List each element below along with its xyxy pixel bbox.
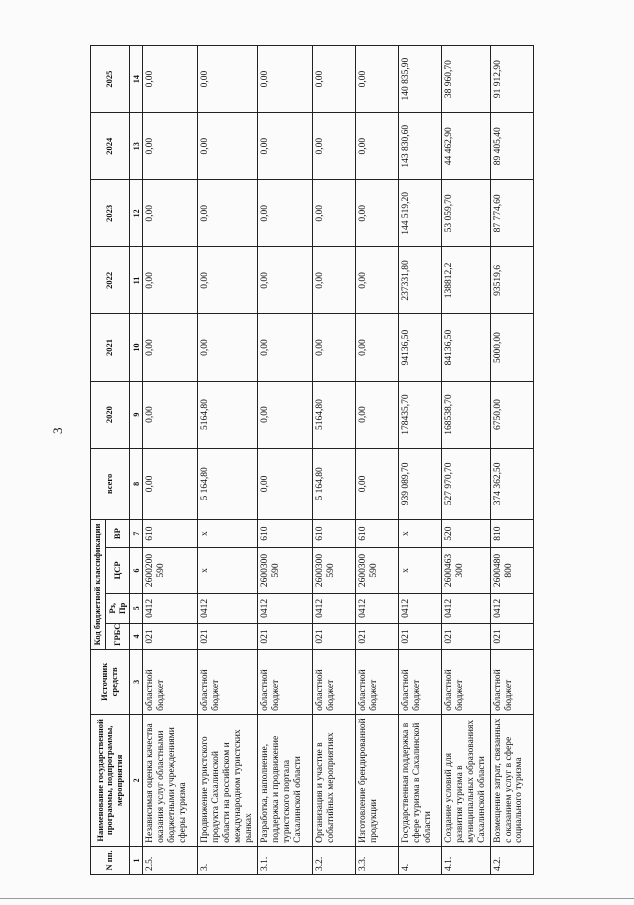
row-2020: 168538,70 xyxy=(441,381,490,448)
row-2022: 0,00 xyxy=(257,247,312,314)
row-total: 527 970,70 xyxy=(441,448,490,519)
row-2021: 0,00 xyxy=(355,314,398,381)
row-2024: 0,00 xyxy=(143,113,198,180)
rotated-table-wrapper xyxy=(90,45,526,875)
row-grbs: 021 xyxy=(312,623,355,649)
row-rz-pr: 0412 xyxy=(257,593,312,623)
row-total: 0,00 xyxy=(355,448,398,519)
row-2023: 53 059,70 xyxy=(441,180,490,247)
row-num: 3. xyxy=(198,846,258,874)
row-num: 4.2. xyxy=(490,846,533,874)
col-number: 2 xyxy=(130,714,143,846)
col-number: 1 xyxy=(130,846,143,874)
row-grbs: 021 xyxy=(355,623,398,649)
row-source: областной бюджет xyxy=(257,649,312,714)
header-total: всего xyxy=(91,448,130,519)
col-number: 14 xyxy=(130,46,143,113)
row-source: областной бюджет xyxy=(490,649,533,714)
row-grbs: 021 xyxy=(257,623,312,649)
header-budget-code: Код бюджетной классификации xyxy=(91,520,106,650)
page-number: 3 xyxy=(50,427,65,434)
row-total: 5 164,80 xyxy=(312,448,355,519)
table-row xyxy=(143,46,198,875)
row-2021: 0,00 xyxy=(143,314,198,381)
row-vr: 520 xyxy=(441,520,490,548)
row-2025: 0,00 xyxy=(257,46,312,113)
row-2025: 0,00 xyxy=(355,46,398,113)
row-num: 3.1. xyxy=(257,846,312,874)
row-2025: 0,00 xyxy=(198,46,258,113)
row-rz-pr: 0412 xyxy=(490,593,533,623)
row-name: Государственная поддержка в сфере туризма в Сахалинской области xyxy=(398,714,441,846)
row-total: 374 362,50 xyxy=(490,448,533,519)
col-number: 6 xyxy=(130,548,143,593)
row-rz-pr: 0412 xyxy=(312,593,355,623)
row-2025: 140 835,90 xyxy=(398,46,441,113)
row-total: 939 089,70 xyxy=(398,448,441,519)
header-2022: 2022 xyxy=(91,247,130,314)
row-name: Независимая оценка качества оказания услуг областными бюджетными учреждениями сферы туризма xyxy=(143,714,198,846)
column-number-row xyxy=(130,46,143,875)
row-source: областной бюджет xyxy=(312,649,355,714)
row-2022: 93519,6 xyxy=(490,247,533,314)
row-2022: 138812,2 xyxy=(441,247,490,314)
row-2024: 89 405,40 xyxy=(490,113,533,180)
row-grbs: 021 xyxy=(490,623,533,649)
row-2024: 0,00 xyxy=(312,113,355,180)
row-name: Возмещение затрат, связанных с оказанием услуг в сфере социального туризма xyxy=(490,714,533,846)
header-num: N пп. xyxy=(91,846,130,874)
header-rz-pr: Рз, Пр xyxy=(105,593,130,623)
row-2022: 0,00 xyxy=(312,247,355,314)
row-2021: 5000,00 xyxy=(490,314,533,381)
row-2025: 0,00 xyxy=(143,46,198,113)
header-row-1 xyxy=(91,46,106,875)
row-csr: 2600480 800 xyxy=(490,548,533,593)
row-csr: x xyxy=(198,548,258,593)
row-2021: 84136,50 xyxy=(441,314,490,381)
row-2023: 87 774,60 xyxy=(490,180,533,247)
header-2024: 2024 xyxy=(91,113,130,180)
row-2020: 0,00 xyxy=(355,381,398,448)
row-2020: 0,00 xyxy=(257,381,312,448)
budget-table xyxy=(90,45,534,875)
row-csr: 2600200 590 xyxy=(143,548,198,593)
row-2020: 0,00 xyxy=(143,381,198,448)
row-2023: 0,00 xyxy=(312,180,355,247)
row-2023: 144 519,20 xyxy=(398,180,441,247)
col-number: 3 xyxy=(130,649,143,714)
row-source: областной бюджет xyxy=(143,649,198,714)
row-2022: 0,00 xyxy=(355,247,398,314)
header-2023: 2023 xyxy=(91,180,130,247)
row-csr: 2600300 590 xyxy=(355,548,398,593)
row-2025: 91 912,90 xyxy=(490,46,533,113)
row-vr: 610 xyxy=(312,520,355,548)
header-2020: 2020 xyxy=(91,381,130,448)
row-2025: 38 960,70 xyxy=(441,46,490,113)
row-source: областной бюджет xyxy=(441,649,490,714)
row-name: Организация и участие в событийных мероприятиях xyxy=(312,714,355,846)
row-grbs: 021 xyxy=(198,623,258,649)
row-2022: 237331,80 xyxy=(398,247,441,314)
row-2023: 0,00 xyxy=(198,180,258,247)
row-2021: 0,00 xyxy=(198,314,258,381)
row-2020: 5164,80 xyxy=(198,381,258,448)
table-row xyxy=(355,46,398,875)
col-number: 12 xyxy=(130,180,143,247)
row-csr: 2600300 590 xyxy=(312,548,355,593)
row-grbs: 021 xyxy=(143,623,198,649)
row-2024: 0,00 xyxy=(198,113,258,180)
row-vr: x xyxy=(198,520,258,548)
table-row xyxy=(198,46,258,875)
col-number: 8 xyxy=(130,448,143,519)
row-2022: 0,00 xyxy=(143,247,198,314)
row-rz-pr: 0412 xyxy=(441,593,490,623)
row-source: областной бюджет xyxy=(198,649,258,714)
row-2024: 0,00 xyxy=(355,113,398,180)
row-num: 4.1. xyxy=(441,846,490,874)
table-row xyxy=(398,46,441,875)
col-number: 13 xyxy=(130,113,143,180)
col-number: 5 xyxy=(130,593,143,623)
row-2023: 0,00 xyxy=(143,180,198,247)
row-name: Разработка, наполнение, поддержка и продвижение туристского портала Сахалинской области xyxy=(257,714,312,846)
row-rz-pr: 0412 xyxy=(355,593,398,623)
row-2021: 0,00 xyxy=(257,314,312,381)
row-2023: 0,00 xyxy=(257,180,312,247)
header-name: Наименование государственной программы, подпрограммы, мероприятия xyxy=(91,714,130,846)
row-total: 0,00 xyxy=(143,448,198,519)
table-row xyxy=(257,46,312,875)
table-row xyxy=(441,46,490,875)
header-grbs: ГРБС xyxy=(105,623,130,649)
row-2024: 0,00 xyxy=(257,113,312,180)
row-grbs: 021 xyxy=(398,623,441,649)
row-csr: 2600463 300 xyxy=(441,548,490,593)
row-2025: 0,00 xyxy=(312,46,355,113)
row-source: областной бюджет xyxy=(355,649,398,714)
row-csr: 2600300 590 xyxy=(257,548,312,593)
header-vr: ВР xyxy=(105,520,130,548)
col-number: 4 xyxy=(130,623,143,649)
row-grbs: 021 xyxy=(441,623,490,649)
row-2022: 0,00 xyxy=(198,247,258,314)
row-csr: x xyxy=(398,548,441,593)
row-2021: 0,00 xyxy=(312,314,355,381)
row-rz-pr: 0412 xyxy=(143,593,198,623)
col-number: 7 xyxy=(130,520,143,548)
row-2024: 44 462,90 xyxy=(441,113,490,180)
row-vr: x xyxy=(398,520,441,548)
col-number: 10 xyxy=(130,314,143,381)
row-2021: 94136,50 xyxy=(398,314,441,381)
row-total: 5 164,80 xyxy=(198,448,258,519)
table-row xyxy=(490,46,533,875)
col-number: 9 xyxy=(130,381,143,448)
row-name: Продвижение туристского продукта Сахалинской области на российском и международном туристских рынках xyxy=(198,714,258,846)
row-num: 3.2. xyxy=(312,846,355,874)
row-vr: 810 xyxy=(490,520,533,548)
row-2023: 0,00 xyxy=(355,180,398,247)
row-rz-pr: 0412 xyxy=(198,593,258,623)
header-2021: 2021 xyxy=(91,314,130,381)
row-2020: 6750,00 xyxy=(490,381,533,448)
row-name: Изготовление брендированной продукции xyxy=(355,714,398,846)
row-num: 4. xyxy=(398,846,441,874)
row-2020: 5164,80 xyxy=(312,381,355,448)
row-vr: 610 xyxy=(257,520,312,548)
table-row xyxy=(312,46,355,875)
header-csr: ЦСР xyxy=(105,548,130,593)
header-2025: 2025 xyxy=(91,46,130,113)
row-vr: 610 xyxy=(143,520,198,548)
col-number: 11 xyxy=(130,247,143,314)
row-num: 2.5. xyxy=(143,846,198,874)
row-name: Создание условий для развития туризма в муниципальных образованиях Сахалинской области xyxy=(441,714,490,846)
row-source: областной бюджет xyxy=(398,649,441,714)
row-total: 0,00 xyxy=(257,448,312,519)
row-rz-pr: 0412 xyxy=(398,593,441,623)
scan-edge-line xyxy=(0,898,634,899)
row-2020: 178435,70 xyxy=(398,381,441,448)
header-source: Источник средств xyxy=(91,649,130,714)
row-vr: 610 xyxy=(355,520,398,548)
row-num: 3.3. xyxy=(355,846,398,874)
row-2024: 143 830,60 xyxy=(398,113,441,180)
